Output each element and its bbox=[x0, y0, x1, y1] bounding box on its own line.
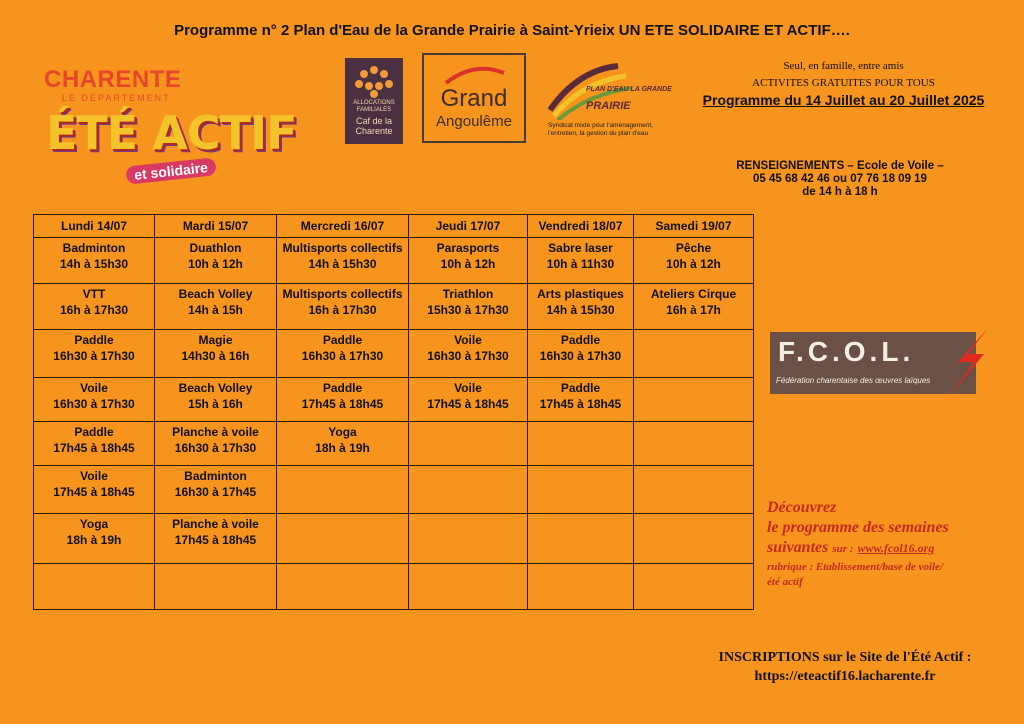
day-header: Jeudi 17/07 bbox=[409, 215, 528, 238]
plan-eau-prairie: PRAIRIE bbox=[586, 100, 631, 112]
activity-name: Beach Volley bbox=[178, 287, 253, 301]
table-row bbox=[34, 238, 754, 284]
free-activities-text: ACTIVITES GRATUITES POUR TOUS bbox=[752, 77, 935, 89]
program-dates: Programme du 14 Juillet au 20 Juillet 2025 bbox=[702, 92, 985, 108]
activity-time: 15h à 16h bbox=[188, 397, 243, 411]
activity-time: 17h45 à 18h45 bbox=[301, 397, 384, 411]
schedule-cell bbox=[634, 564, 754, 610]
day-header: Vendredi 18/07 bbox=[528, 215, 634, 238]
fcol-text: F.C.O.L. bbox=[778, 336, 915, 367]
activity-time: 16h30 à 17h30 bbox=[301, 349, 384, 363]
activity-name: Sabre laser bbox=[548, 241, 613, 255]
discover-line3: suivantes bbox=[767, 539, 829, 556]
schedule-cell bbox=[34, 466, 155, 514]
activity-time: 14h à 15h30 bbox=[59, 257, 129, 271]
schedule-cell bbox=[528, 378, 634, 422]
schedule-cell bbox=[34, 564, 155, 610]
charente-logo-text: CHARENTE bbox=[44, 66, 182, 93]
schedule-table bbox=[33, 214, 754, 610]
activity-time: 16h30 à 17h30 bbox=[53, 349, 135, 363]
day-header: Mardi 15/07 bbox=[155, 215, 277, 238]
plan-eau-title: PLAN D'EAU LA GRANDE bbox=[586, 86, 672, 93]
activity-name: Voile bbox=[80, 381, 108, 395]
schedule-cell bbox=[528, 284, 634, 330]
right-header bbox=[676, 60, 1011, 108]
schedule-cell bbox=[634, 284, 754, 330]
activity-time: 16h30 à 17h30 bbox=[53, 397, 135, 411]
schedule-cell bbox=[409, 330, 528, 378]
schedule-cell bbox=[409, 378, 528, 422]
day-header: Samedi 19/07 bbox=[634, 215, 754, 238]
activity-time: 17h45 à 18h45 bbox=[174, 533, 257, 547]
activity-time: 17h45 à 18h45 bbox=[53, 441, 135, 455]
discover-rubrique: rubrique : Etablissement/base de voile/ bbox=[767, 561, 943, 573]
schedule-cell bbox=[528, 514, 634, 564]
inscriptions-block bbox=[660, 648, 1024, 686]
contact-phone: 05 45 68 42 46 ou 07 76 18 09 19 bbox=[753, 173, 927, 185]
plan-eau-subtitle: Syndicat mixte pour l'aménagement, l'entretien, la gestion du plan d'eau bbox=[548, 122, 653, 137]
activity-name: Voile bbox=[454, 333, 482, 347]
activity-name: Badminton bbox=[62, 241, 126, 255]
schedule-cell bbox=[409, 466, 528, 514]
activity-time: 16h30 à 17h30 bbox=[174, 441, 257, 455]
activity-time: 10h à 12h bbox=[666, 257, 721, 271]
schedule-cell bbox=[155, 330, 277, 378]
schedule-cell bbox=[634, 378, 754, 422]
schedule-cell bbox=[634, 514, 754, 564]
table-row bbox=[34, 564, 754, 610]
schedule-cell bbox=[409, 514, 528, 564]
discover-line1: Découvrez bbox=[767, 499, 837, 516]
activity-time: 16h30 à 17h45 bbox=[174, 485, 257, 499]
activity-name: Ateliers Cirque bbox=[650, 287, 737, 301]
activity-name: Parasports bbox=[436, 241, 500, 255]
schedule-cell bbox=[155, 422, 277, 466]
activity-time: 14h à 15h30 bbox=[308, 257, 377, 271]
schedule-cell bbox=[409, 284, 528, 330]
discover-sur: sur : bbox=[832, 543, 854, 555]
schedule-cell bbox=[277, 378, 409, 422]
table-row bbox=[34, 466, 754, 514]
schedule-cell bbox=[155, 238, 277, 284]
fcol-arrow-icon bbox=[948, 328, 990, 398]
schedule-cell bbox=[34, 378, 155, 422]
schedule-cell bbox=[155, 514, 277, 564]
activity-time: 16h30 à 17h30 bbox=[427, 349, 509, 363]
schedule-cell bbox=[528, 564, 634, 610]
schedule-cell bbox=[528, 466, 634, 514]
activity-name: Yoga bbox=[328, 425, 357, 439]
caf-bottom-text: Caf de la Charente bbox=[355, 116, 393, 136]
discover-rubrique-2: été actif bbox=[767, 576, 803, 588]
activity-time: 10h à 12h bbox=[188, 257, 243, 271]
solidaire-badge: et solidaire bbox=[125, 157, 216, 184]
angouleme-text: Angoulême bbox=[436, 113, 512, 130]
activity-name: Badminton bbox=[184, 469, 247, 483]
activity-name: Yoga bbox=[79, 517, 109, 531]
activity-time: 16h à 17h bbox=[666, 303, 721, 317]
schedule-cell bbox=[34, 330, 155, 378]
activity-time: 14h à 15h bbox=[188, 303, 243, 317]
inscriptions-text: INSCRIPTIONS sur le Site de l'Été Actif : bbox=[718, 650, 972, 665]
fcol-subtitle: Fédération charentaise des œuvres laïques bbox=[776, 376, 931, 385]
schedule-header-row bbox=[34, 215, 754, 238]
discover-line2: le programme des semaines bbox=[767, 519, 949, 536]
schedule-cell bbox=[34, 284, 155, 330]
activity-name: Paddle bbox=[74, 425, 114, 439]
schedule-cell bbox=[277, 238, 409, 284]
contact-info bbox=[700, 160, 980, 199]
charente-dept-text: LE DÉPARTEMENT bbox=[62, 93, 171, 103]
activity-name: Arts plastiques bbox=[537, 287, 624, 301]
activity-name: Voile bbox=[454, 381, 482, 395]
activity-name: Planche à voile bbox=[172, 517, 259, 531]
schedule-cell bbox=[634, 330, 754, 378]
day-header: Mercredi 16/07 bbox=[277, 215, 409, 238]
activity-name: Paddle bbox=[560, 381, 601, 395]
audience-text: Seul, en famille, entre amis bbox=[783, 60, 904, 72]
activity-time: 16h à 17h30 bbox=[59, 303, 129, 317]
grand-text: Grand bbox=[440, 85, 508, 112]
table-row bbox=[34, 284, 754, 330]
schedule-cell bbox=[409, 422, 528, 466]
schedule-cell bbox=[277, 330, 409, 378]
caf-logo bbox=[345, 58, 403, 144]
schedule-cell bbox=[528, 238, 634, 284]
activity-name: Duathlon bbox=[189, 241, 242, 255]
activity-name: Magie bbox=[198, 333, 233, 347]
page-title: Programme n° 2 Plan d'Eau de la Grande Prairie à Saint-Yrieix UN ETE SOLIDAIRE ET ACTIF…. bbox=[174, 22, 850, 39]
schedule-cell bbox=[34, 422, 155, 466]
activity-name: Paddle bbox=[322, 381, 363, 395]
activity-time: 17h45 à 18h45 bbox=[427, 397, 509, 411]
schedule-cell bbox=[34, 514, 155, 564]
activity-name: Triathlon bbox=[442, 287, 494, 301]
schedule-cell bbox=[634, 422, 754, 466]
schedule-cell bbox=[277, 514, 409, 564]
activity-time: 17h45 à 18h45 bbox=[53, 485, 135, 499]
schedule-cell bbox=[634, 466, 754, 514]
activity-time: 17h45 à 18h45 bbox=[539, 397, 622, 411]
activity-name: Paddle bbox=[322, 333, 363, 347]
caf-people-icon bbox=[345, 62, 403, 102]
schedule-cell bbox=[155, 284, 277, 330]
schedule-cell bbox=[277, 564, 409, 610]
activity-name: Voile bbox=[80, 469, 108, 483]
ete-actif-logo: ÉTÉ ACTIF bbox=[46, 106, 297, 160]
contact-hours: de 14 h à 18 h bbox=[802, 186, 878, 198]
caf-top-text: ALLOCATIONS FAMILIALES bbox=[353, 100, 395, 113]
schedule-cell bbox=[528, 330, 634, 378]
activity-name: Paddle bbox=[560, 333, 601, 347]
activity-name: Paddle bbox=[74, 333, 114, 347]
activity-name: Beach Volley bbox=[178, 381, 253, 395]
table-row bbox=[34, 422, 754, 466]
activity-time: 14h30 à 16h bbox=[181, 349, 250, 363]
activity-time: 18h à 19h bbox=[66, 533, 122, 547]
day-header: Lundi 14/07 bbox=[34, 215, 155, 238]
activity-name: Planche à voile bbox=[172, 425, 259, 439]
inscriptions-link[interactable]: https://eteactif16.lacharente.fr bbox=[754, 669, 936, 684]
schedule-cell bbox=[409, 564, 528, 610]
schedule-cell bbox=[409, 238, 528, 284]
grand-angouleme-swoosh-icon bbox=[424, 57, 524, 87]
schedule-cell bbox=[634, 238, 754, 284]
plan-eau-logo bbox=[548, 60, 678, 140]
fcol-logo bbox=[770, 332, 976, 394]
schedule-cell bbox=[155, 564, 277, 610]
activity-time: 14h à 15h30 bbox=[546, 303, 615, 317]
table-row bbox=[34, 514, 754, 564]
activity-time: 10h à 12h bbox=[440, 257, 496, 271]
activity-name: VTT bbox=[82, 287, 106, 301]
contact-line: RENSEIGNEMENTS – Ecole de Voile – bbox=[736, 160, 944, 172]
schedule-cell bbox=[155, 378, 277, 422]
table-row bbox=[34, 378, 754, 422]
activity-time: 10h à 11h30 bbox=[546, 257, 615, 271]
activity-name: Multisports collectifs bbox=[282, 287, 403, 301]
table-row bbox=[34, 330, 754, 378]
schedule-cell bbox=[34, 238, 155, 284]
fcol-website-link[interactable]: www.fcol16.org bbox=[857, 541, 935, 555]
grand-angouleme-logo bbox=[422, 53, 526, 143]
schedule-cell bbox=[155, 466, 277, 514]
activity-time: 15h30 à 17h30 bbox=[427, 303, 509, 317]
activity-name: Pêche bbox=[675, 241, 712, 255]
activity-time: 18h à 19h bbox=[315, 441, 370, 455]
activity-time: 16h à 17h30 bbox=[308, 303, 377, 317]
schedule-cell bbox=[277, 466, 409, 514]
discover-block bbox=[767, 498, 1017, 589]
schedule-cell bbox=[528, 422, 634, 466]
schedule-cell bbox=[277, 284, 409, 330]
activity-time: 16h30 à 17h30 bbox=[539, 349, 622, 363]
schedule-cell bbox=[277, 422, 409, 466]
activity-name: Multisports collectifs bbox=[282, 241, 403, 255]
